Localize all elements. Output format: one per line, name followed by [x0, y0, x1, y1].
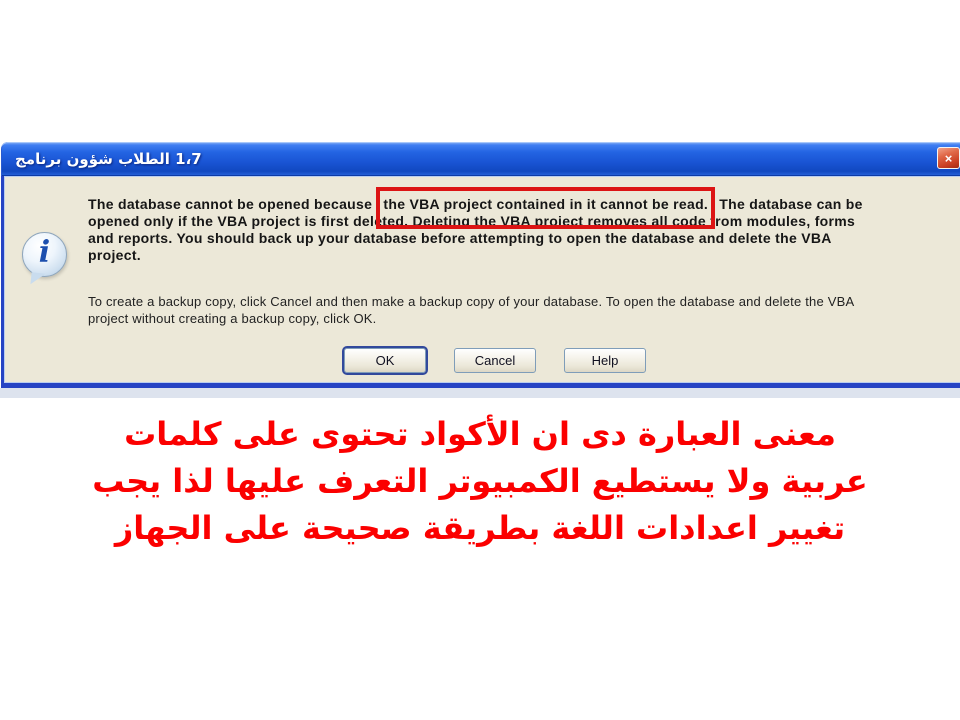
annotation-text [0, 411, 960, 552]
info-icon-tail [30, 272, 45, 285]
message-line1-pre: The database cannot be opened because [88, 196, 377, 212]
close-button[interactable] [937, 147, 960, 169]
dialog-body [1, 176, 960, 388]
dialog-window [1, 142, 960, 388]
message-line-1 [88, 196, 863, 213]
dialog-button-row [344, 348, 646, 373]
help-button[interactable]: Help [564, 348, 646, 373]
cancel-button[interactable]: Cancel [454, 348, 536, 373]
secondary-line-1: To create a backup copy, click Cancel and then make a backup copy of your database. To open the database and delete the VBA [88, 294, 855, 309]
ok-button[interactable]: OK [344, 348, 426, 373]
message-line-2: opened only if the VBA project is first deleted. Deleting the VBA project removes all code from modules, forms [88, 213, 856, 229]
dialog-message-primary [88, 196, 863, 264]
desktop-background-strip [0, 388, 960, 398]
highlighted-phrase: the VBA project contained in it cannot be read. [376, 187, 715, 229]
dialog-titlebar [1, 142, 960, 176]
close-icon: × [944, 150, 953, 166]
message-line1-post: The database can be [715, 196, 863, 212]
dialog-message-secondary [88, 293, 854, 327]
info-icon [22, 232, 67, 277]
annotation-line-2: عربية ولا يستطيع الكمبيوتر التعرف عليها لذا يجب [92, 462, 868, 500]
info-icon-glyph: i [38, 235, 51, 270]
secondary-line-2: project without creating a backup copy, click OK. [88, 311, 377, 326]
message-line-3: and reports. You should back up your database before attempting to open the database and delete the VBA [88, 230, 832, 246]
annotation-line-3: تغيير اعدادات اللغة بطريقة صحيحة على الجهاز [114, 509, 846, 547]
annotation-line-1: معنى العبارة دى ان الأكواد تحتوى على كلمات [124, 415, 836, 453]
message-line-4: project. [88, 247, 141, 263]
dialog-title: برنامج‎ شؤون‎ الطلاب‎ 1،7 [15, 150, 202, 168]
